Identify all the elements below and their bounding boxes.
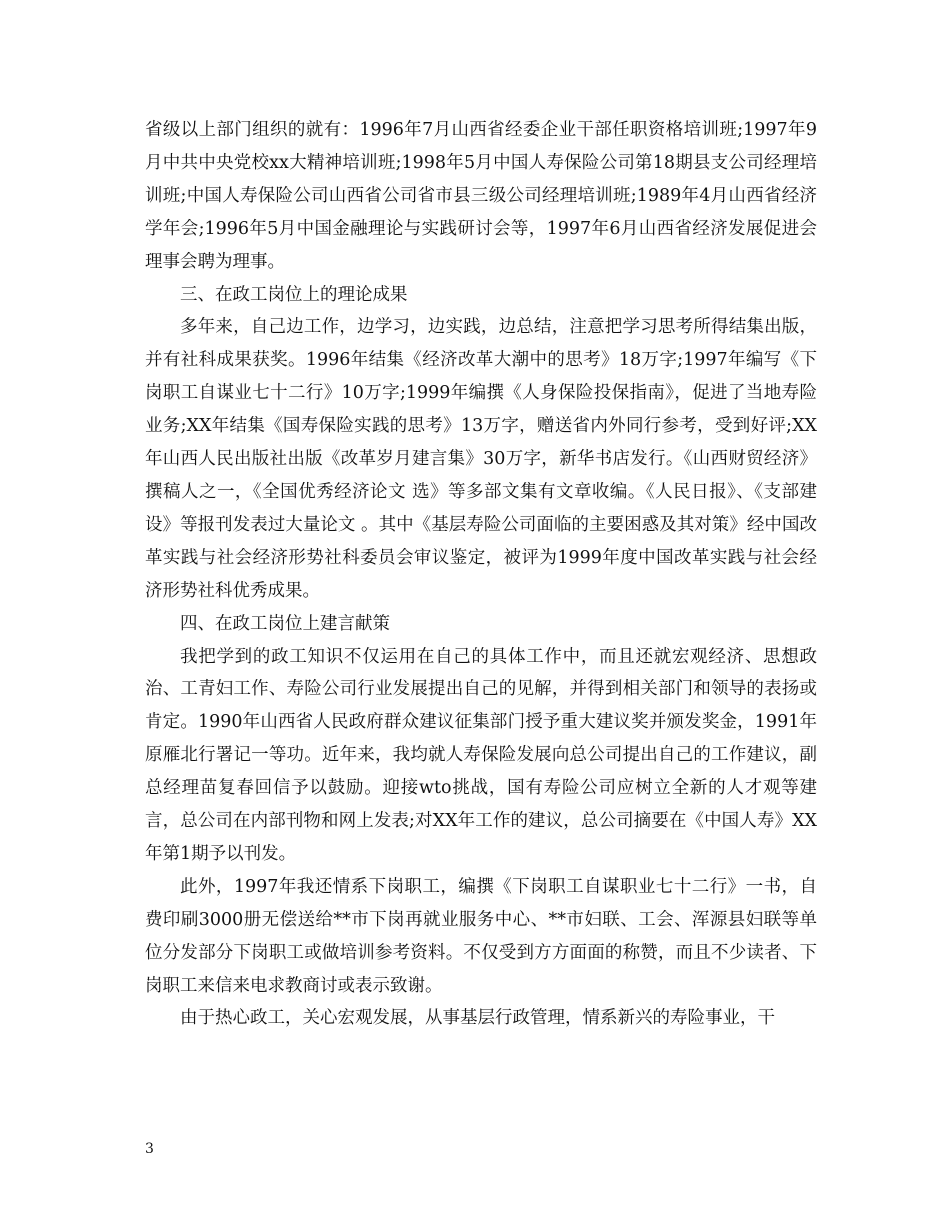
paragraph-training-list: 省级以上部门组织的就有：1996年7月山西省经委企业干部任职资格培训班;1997年9月中共中央党校xx大精神培训班;1998年5月中国人寿保险公司第18期县支公司经理培训班;中国人寿保险公司山西省公司省市县三级公司经理培训班;1989年4月山西省经济学年会;1996年5月中国金融理论与实践研讨会等，1997年6月山西省经济发展促进会理事会聘为理事。 xyxy=(145,120,817,272)
paragraph-closing: 由于热心政工，关心宏观发展，从事基层行政管理，情系新兴的寿险事业，干 xyxy=(180,1008,775,1029)
section-heading-suggestions: 四、在政工岗位上建言献策 xyxy=(180,613,390,634)
paragraph-suggestions: 我把学到的政工知识不仅运用在自己的具体工作中，而且还就宏观经济、思想政治、工青妇工作、寿险公司行业发展提出自己的见解，并得到相关部门和领导的表扬或肯定。1990年山西省人民政府群众建议征集部门授予重大建议奖并颁发奖金，1991年原雁北行署记一等功。近年来，我均就人寿保险发展向总公司提出自己的工作建议，副总经理苗复春回信予以鼓励。迎接wto挑战，国有寿险公司应树立全新的人才观等建言，总公司在内部刊物和网上发表;对XX年工作的建议，总公司摘要在《中国人寿》XX年第1期予以刊发。 xyxy=(145,646,817,864)
paragraph-laid-off-workers: 此外，1997年我还情系下岗职工，编撰《下岗职工自谋职业七十二行》一书，自费印刷3000册无偿送给**市下岗再就业服务中心、**市妇联、工会、浑源县妇联等单位分发部分下岗职工或做培训参考资料。不仅受到方方面面的称赞，而且不少读者、下岗职工来信来电求教商讨或表示致谢。 xyxy=(145,876,817,996)
page-number: 3 xyxy=(145,1141,154,1157)
paragraph-theory-results: 多年来，自己边工作，边学习，边实践，边总结，注意把学习思考所得结集出版，并有社科成果获奖。1996年结集《经济改革大潮中的思考》18万字;1997年编写《下岗职工自谋业七十二行》10万字;1999年编撰《人身保险投保指南》，促进了当地寿险业务;XX年结集《国寿保险实践的思考》13万字，赠送省内外同行参考，受到好评;XX年山西人民出版社出版《改革岁月建言集》30万字，新华书店发行。《山西财贸经济》撰稿人之一，《全国优秀经济论文 选》等多部文集有文章收编。《人民日报》、《支部建设》等报刊发表过大量论文 。其中《基层寿险公司面临的主要困惑及其对策》经中国改革实践与社会经济形势社科委员会审议鉴定，被评为1999年度中国改革实践与社会经济形势社科优秀成果。 xyxy=(145,317,817,601)
document-body xyxy=(145,114,817,1035)
section-heading-theory-results: 三、在政工岗位上的理论成果 xyxy=(180,284,408,305)
